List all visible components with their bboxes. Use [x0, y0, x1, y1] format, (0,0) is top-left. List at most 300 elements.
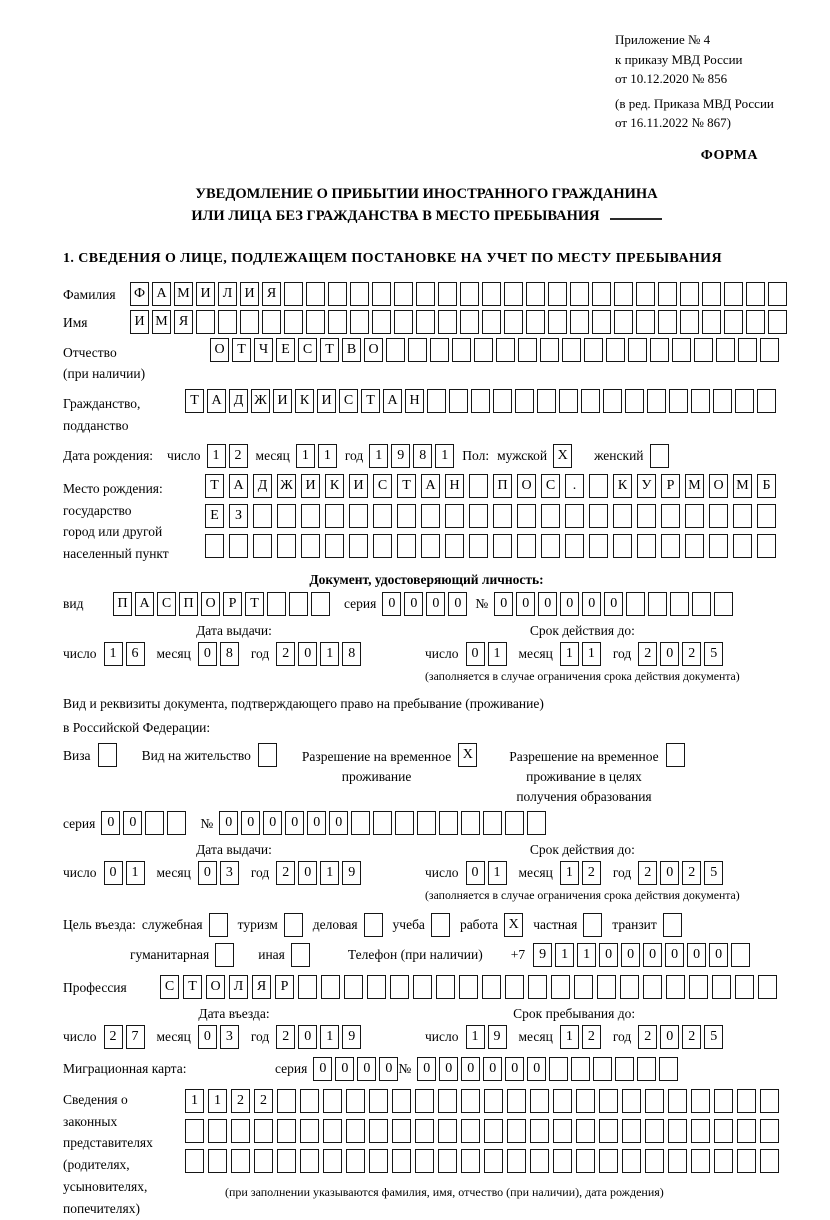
char-cell[interactable]: 6	[126, 642, 145, 666]
char-cell[interactable]: 1	[577, 943, 596, 967]
char-cell[interactable]	[323, 1119, 342, 1143]
char-cell[interactable]	[301, 504, 320, 528]
char-cell[interactable]	[438, 1119, 457, 1143]
char-cell[interactable]: 3	[220, 861, 239, 885]
char-cell[interactable]	[668, 1149, 687, 1173]
char-cell[interactable]: 1	[560, 1025, 579, 1049]
char-cell[interactable]: С	[298, 338, 317, 362]
char-cell[interactable]: 0	[382, 592, 401, 616]
char-cell[interactable]	[323, 1149, 342, 1173]
char-cell[interactable]	[685, 504, 704, 528]
char-cell[interactable]	[185, 1149, 204, 1173]
char-cell[interactable]	[438, 282, 457, 306]
char-cell[interactable]	[321, 975, 340, 999]
char-cell[interactable]	[685, 534, 704, 558]
char-cell[interactable]	[562, 338, 581, 362]
char-cell[interactable]: А	[421, 474, 440, 498]
char-cell[interactable]: 2	[682, 1025, 701, 1049]
char-cell[interactable]	[306, 282, 325, 306]
char-cell[interactable]: Ф	[130, 282, 149, 306]
char-cell[interactable]	[553, 1149, 572, 1173]
char-cell[interactable]	[515, 389, 534, 413]
char-cell[interactable]	[350, 282, 369, 306]
char-cell[interactable]	[645, 1119, 664, 1143]
char-cell[interactable]	[738, 338, 757, 362]
char-cell[interactable]	[760, 1119, 779, 1143]
char-cell[interactable]	[416, 310, 435, 334]
char-cell[interactable]: И	[130, 310, 149, 334]
char-cell[interactable]	[643, 975, 662, 999]
char-cell[interactable]: 0	[461, 1057, 480, 1081]
char-cell[interactable]	[415, 1119, 434, 1143]
char-cell[interactable]	[208, 1149, 227, 1173]
char-cell[interactable]: 0	[198, 642, 217, 666]
char-cell[interactable]: О	[210, 338, 229, 362]
char-cell[interactable]	[253, 504, 272, 528]
char-cell[interactable]: 9	[342, 1025, 361, 1049]
char-cell[interactable]	[323, 1089, 342, 1113]
char-cell[interactable]: 0	[357, 1057, 376, 1081]
char-cell[interactable]: 0	[582, 592, 601, 616]
char-cell[interactable]: Р	[223, 592, 242, 616]
char-cell[interactable]	[570, 282, 589, 306]
char-cell[interactable]: А	[152, 282, 171, 306]
char-cell[interactable]	[659, 1057, 678, 1081]
char-cell[interactable]	[589, 474, 608, 498]
char-cell[interactable]	[461, 1149, 480, 1173]
char-cell[interactable]	[493, 389, 512, 413]
char-cell[interactable]	[530, 1119, 549, 1143]
char-cell[interactable]	[258, 743, 277, 767]
char-cell[interactable]	[431, 913, 450, 937]
char-cell[interactable]	[413, 975, 432, 999]
char-cell[interactable]: 0	[538, 592, 557, 616]
char-cell[interactable]: Я	[252, 975, 271, 999]
char-cell[interactable]	[714, 592, 733, 616]
char-cell[interactable]	[505, 975, 524, 999]
char-cell[interactable]	[658, 310, 677, 334]
char-cell[interactable]: К	[613, 474, 632, 498]
char-cell[interactable]	[505, 811, 524, 835]
char-cell[interactable]: 0	[241, 811, 260, 835]
char-cell[interactable]	[430, 338, 449, 362]
char-cell[interactable]	[253, 534, 272, 558]
char-cell[interactable]	[527, 811, 546, 835]
char-cell[interactable]: О	[364, 338, 383, 362]
char-cell[interactable]	[436, 975, 455, 999]
char-cell[interactable]	[493, 504, 512, 528]
char-cell[interactable]	[768, 282, 787, 306]
char-cell[interactable]: 0	[104, 861, 123, 885]
char-cell[interactable]	[661, 534, 680, 558]
char-cell[interactable]	[622, 1149, 641, 1173]
char-cell[interactable]: И	[301, 474, 320, 498]
char-cell[interactable]	[215, 943, 234, 967]
char-cell[interactable]: 5	[704, 1025, 723, 1049]
char-cell[interactable]	[737, 1089, 756, 1113]
char-cell[interactable]	[461, 1119, 480, 1143]
char-cell[interactable]	[350, 310, 369, 334]
char-cell[interactable]	[300, 1149, 319, 1173]
char-cell[interactable]	[669, 389, 688, 413]
char-cell[interactable]	[289, 592, 308, 616]
char-cell[interactable]	[461, 811, 480, 835]
char-cell[interactable]: 1	[488, 642, 507, 666]
char-cell[interactable]	[637, 504, 656, 528]
char-cell[interactable]	[277, 1149, 296, 1173]
char-cell[interactable]: X	[458, 743, 477, 767]
char-cell[interactable]	[691, 1119, 710, 1143]
char-cell[interactable]: 2	[638, 642, 657, 666]
char-cell[interactable]	[421, 534, 440, 558]
char-cell[interactable]	[746, 282, 765, 306]
char-cell[interactable]	[613, 534, 632, 558]
char-cell[interactable]	[438, 1149, 457, 1173]
char-cell[interactable]: С	[541, 474, 560, 498]
char-cell[interactable]: 0	[621, 943, 640, 967]
char-cell[interactable]	[576, 1089, 595, 1113]
char-cell[interactable]: У	[637, 474, 656, 498]
char-cell[interactable]	[229, 534, 248, 558]
char-cell[interactable]	[625, 389, 644, 413]
char-cell[interactable]	[277, 1119, 296, 1143]
char-cell[interactable]: 9	[342, 861, 361, 885]
char-cell[interactable]	[300, 1089, 319, 1113]
char-cell[interactable]	[469, 534, 488, 558]
char-cell[interactable]	[394, 282, 413, 306]
char-cell[interactable]	[416, 282, 435, 306]
char-cell[interactable]	[647, 389, 666, 413]
char-cell[interactable]	[551, 975, 570, 999]
char-cell[interactable]: Я	[174, 310, 193, 334]
char-cell[interactable]	[571, 1057, 590, 1081]
char-cell[interactable]	[757, 504, 776, 528]
char-cell[interactable]: 0	[285, 811, 304, 835]
char-cell[interactable]: 1	[320, 861, 339, 885]
char-cell[interactable]	[650, 338, 669, 362]
char-cell[interactable]: Р	[661, 474, 680, 498]
char-cell[interactable]	[645, 1089, 664, 1113]
char-cell[interactable]: И	[273, 389, 292, 413]
char-cell[interactable]	[713, 389, 732, 413]
char-cell[interactable]	[415, 1149, 434, 1173]
char-cell[interactable]	[724, 310, 743, 334]
char-cell[interactable]: О	[201, 592, 220, 616]
char-cell[interactable]	[167, 811, 186, 835]
char-cell[interactable]: С	[157, 592, 176, 616]
char-cell[interactable]	[746, 310, 765, 334]
char-cell[interactable]	[98, 743, 117, 767]
char-cell[interactable]	[757, 389, 776, 413]
char-cell[interactable]: 2	[682, 861, 701, 885]
char-cell[interactable]	[637, 1057, 656, 1081]
char-cell[interactable]: 2	[254, 1089, 273, 1113]
char-cell[interactable]	[504, 310, 523, 334]
char-cell[interactable]	[599, 1149, 618, 1173]
char-cell[interactable]: О	[206, 975, 225, 999]
char-cell[interactable]: 0	[494, 592, 513, 616]
char-cell[interactable]	[537, 389, 556, 413]
char-cell[interactable]	[390, 975, 409, 999]
char-cell[interactable]	[589, 504, 608, 528]
char-cell[interactable]: 0	[417, 1057, 436, 1081]
char-cell[interactable]	[615, 1057, 634, 1081]
char-cell[interactable]	[620, 975, 639, 999]
char-cell[interactable]	[284, 913, 303, 937]
char-cell[interactable]	[445, 534, 464, 558]
char-cell[interactable]: Т	[320, 338, 339, 362]
char-cell[interactable]: 0	[660, 642, 679, 666]
char-cell[interactable]	[372, 282, 391, 306]
char-cell[interactable]: 2	[229, 444, 248, 468]
char-cell[interactable]: М	[733, 474, 752, 498]
char-cell[interactable]: В	[342, 338, 361, 362]
char-cell[interactable]	[392, 1089, 411, 1113]
char-cell[interactable]	[392, 1149, 411, 1173]
char-cell[interactable]	[518, 338, 537, 362]
char-cell[interactable]	[349, 504, 368, 528]
char-cell[interactable]: 0	[198, 1025, 217, 1049]
char-cell[interactable]: К	[295, 389, 314, 413]
char-cell[interactable]	[530, 1149, 549, 1173]
char-cell[interactable]	[461, 1089, 480, 1113]
char-cell[interactable]: 2	[276, 1025, 295, 1049]
char-cell[interactable]: С	[373, 474, 392, 498]
char-cell[interactable]: С	[160, 975, 179, 999]
char-cell[interactable]: 0	[335, 1057, 354, 1081]
char-cell[interactable]: 1	[488, 861, 507, 885]
char-cell[interactable]: 0	[379, 1057, 398, 1081]
char-cell[interactable]: 0	[439, 1057, 458, 1081]
char-cell[interactable]: 0	[101, 811, 120, 835]
char-cell[interactable]	[277, 504, 296, 528]
char-cell[interactable]	[645, 1149, 664, 1173]
char-cell[interactable]	[484, 1089, 503, 1113]
char-cell[interactable]	[205, 534, 224, 558]
char-cell[interactable]: Е	[276, 338, 295, 362]
char-cell[interactable]: 0	[660, 1025, 679, 1049]
char-cell[interactable]	[325, 504, 344, 528]
char-cell[interactable]	[636, 282, 655, 306]
char-cell[interactable]: Е	[205, 504, 224, 528]
char-cell[interactable]	[349, 534, 368, 558]
char-cell[interactable]	[733, 504, 752, 528]
char-cell[interactable]	[439, 811, 458, 835]
char-cell[interactable]: И	[196, 282, 215, 306]
char-cell[interactable]	[306, 310, 325, 334]
char-cell[interactable]: X	[553, 444, 572, 468]
char-cell[interactable]: 2	[276, 861, 295, 885]
char-cell[interactable]: 2	[582, 1025, 601, 1049]
char-cell[interactable]	[328, 310, 347, 334]
char-cell[interactable]	[548, 310, 567, 334]
char-cell[interactable]	[427, 389, 446, 413]
char-cell[interactable]	[637, 534, 656, 558]
char-cell[interactable]: 0	[263, 811, 282, 835]
char-cell[interactable]: М	[174, 282, 193, 306]
char-cell[interactable]: 8	[413, 444, 432, 468]
char-cell[interactable]: 1	[435, 444, 454, 468]
char-cell[interactable]: 0	[466, 861, 485, 885]
char-cell[interactable]	[394, 310, 413, 334]
char-cell[interactable]	[262, 310, 281, 334]
char-cell[interactable]: 0	[448, 592, 467, 616]
char-cell[interactable]	[553, 1119, 572, 1143]
char-cell[interactable]: 0	[599, 943, 618, 967]
char-cell[interactable]: 0	[665, 943, 684, 967]
char-cell[interactable]	[445, 504, 464, 528]
char-cell[interactable]	[757, 534, 776, 558]
char-cell[interactable]	[648, 592, 667, 616]
char-cell[interactable]	[592, 282, 611, 306]
char-cell[interactable]	[680, 310, 699, 334]
char-cell[interactable]: И	[317, 389, 336, 413]
char-cell[interactable]: 8	[220, 642, 239, 666]
char-cell[interactable]	[482, 975, 501, 999]
char-cell[interactable]: 0	[426, 592, 445, 616]
char-cell[interactable]	[526, 310, 545, 334]
char-cell[interactable]	[661, 504, 680, 528]
char-cell[interactable]	[668, 1119, 687, 1143]
char-cell[interactable]: З	[229, 504, 248, 528]
char-cell[interactable]	[218, 310, 237, 334]
char-cell[interactable]	[459, 975, 478, 999]
char-cell[interactable]	[452, 338, 471, 362]
char-cell[interactable]	[469, 504, 488, 528]
char-cell[interactable]	[731, 943, 750, 967]
char-cell[interactable]	[724, 282, 743, 306]
char-cell[interactable]	[417, 811, 436, 835]
char-cell[interactable]: 2	[231, 1089, 250, 1113]
char-cell[interactable]	[517, 534, 536, 558]
char-cell[interactable]	[694, 338, 713, 362]
char-cell[interactable]: Д	[229, 389, 248, 413]
char-cell[interactable]	[613, 504, 632, 528]
char-cell[interactable]	[346, 1089, 365, 1113]
char-cell[interactable]	[517, 504, 536, 528]
char-cell[interactable]	[209, 913, 228, 937]
char-cell[interactable]	[530, 1089, 549, 1113]
char-cell[interactable]: 0	[604, 592, 623, 616]
char-cell[interactable]	[716, 338, 735, 362]
char-cell[interactable]: М	[152, 310, 171, 334]
char-cell[interactable]	[526, 282, 545, 306]
char-cell[interactable]	[714, 1119, 733, 1143]
char-cell[interactable]	[658, 282, 677, 306]
char-cell[interactable]: 0	[198, 861, 217, 885]
char-cell[interactable]: Л	[229, 975, 248, 999]
char-cell[interactable]	[449, 389, 468, 413]
char-cell[interactable]: Д	[253, 474, 272, 498]
char-cell[interactable]	[540, 338, 559, 362]
char-cell[interactable]	[663, 913, 682, 937]
char-cell[interactable]	[691, 1149, 710, 1173]
char-cell[interactable]	[300, 1119, 319, 1143]
char-cell[interactable]	[670, 592, 689, 616]
char-cell[interactable]	[408, 338, 427, 362]
char-cell[interactable]	[691, 389, 710, 413]
char-cell[interactable]	[553, 1089, 572, 1113]
char-cell[interactable]	[626, 592, 645, 616]
char-cell[interactable]	[570, 310, 589, 334]
char-cell[interactable]	[768, 310, 787, 334]
char-cell[interactable]	[284, 282, 303, 306]
char-cell[interactable]	[714, 1149, 733, 1173]
char-cell[interactable]	[733, 534, 752, 558]
char-cell[interactable]: 1	[320, 1025, 339, 1049]
char-cell[interactable]: Н	[445, 474, 464, 498]
char-cell[interactable]	[145, 811, 164, 835]
char-cell[interactable]	[714, 1089, 733, 1113]
char-cell[interactable]: 8	[342, 642, 361, 666]
char-cell[interactable]	[284, 310, 303, 334]
char-cell[interactable]	[593, 1057, 612, 1081]
char-cell[interactable]	[507, 1119, 526, 1143]
char-cell[interactable]	[709, 504, 728, 528]
char-cell[interactable]	[372, 310, 391, 334]
char-cell[interactable]	[369, 1089, 388, 1113]
char-cell[interactable]	[636, 310, 655, 334]
char-cell[interactable]	[367, 975, 386, 999]
char-cell[interactable]	[760, 338, 779, 362]
char-cell[interactable]	[484, 1119, 503, 1143]
char-cell[interactable]: 1	[560, 861, 579, 885]
char-cell[interactable]	[541, 534, 560, 558]
char-cell[interactable]	[346, 1119, 365, 1143]
char-cell[interactable]: И	[240, 282, 259, 306]
char-cell[interactable]	[231, 1149, 250, 1173]
char-cell[interactable]	[301, 534, 320, 558]
char-cell[interactable]: К	[325, 474, 344, 498]
char-cell[interactable]: 9	[391, 444, 410, 468]
char-cell[interactable]: 9	[533, 943, 552, 967]
char-cell[interactable]	[712, 975, 731, 999]
char-cell[interactable]: 5	[704, 642, 723, 666]
char-cell[interactable]: 0	[123, 811, 142, 835]
char-cell[interactable]	[689, 975, 708, 999]
char-cell[interactable]: Т	[183, 975, 202, 999]
char-cell[interactable]	[668, 1089, 687, 1113]
char-cell[interactable]	[254, 1149, 273, 1173]
char-cell[interactable]	[208, 1119, 227, 1143]
char-cell[interactable]	[692, 592, 711, 616]
char-cell[interactable]	[507, 1089, 526, 1113]
char-cell[interactable]	[576, 1119, 595, 1143]
char-cell[interactable]	[760, 1089, 779, 1113]
char-cell[interactable]: 1	[185, 1089, 204, 1113]
char-cell[interactable]	[666, 975, 685, 999]
char-cell[interactable]: Т	[232, 338, 251, 362]
char-cell[interactable]	[298, 975, 317, 999]
char-cell[interactable]	[328, 282, 347, 306]
char-cell[interactable]: 1	[104, 642, 123, 666]
char-cell[interactable]: 9	[488, 1025, 507, 1049]
char-cell[interactable]	[672, 338, 691, 362]
char-cell[interactable]	[496, 338, 515, 362]
char-cell[interactable]	[373, 534, 392, 558]
char-cell[interactable]	[709, 534, 728, 558]
char-cell[interactable]	[460, 310, 479, 334]
char-cell[interactable]	[735, 389, 754, 413]
char-cell[interactable]	[614, 310, 633, 334]
char-cell[interactable]: X	[504, 913, 523, 937]
char-cell[interactable]: 0	[298, 861, 317, 885]
char-cell[interactable]: А	[135, 592, 154, 616]
char-cell[interactable]: О	[709, 474, 728, 498]
char-cell[interactable]: М	[685, 474, 704, 498]
char-cell[interactable]: П	[493, 474, 512, 498]
char-cell[interactable]	[737, 1149, 756, 1173]
